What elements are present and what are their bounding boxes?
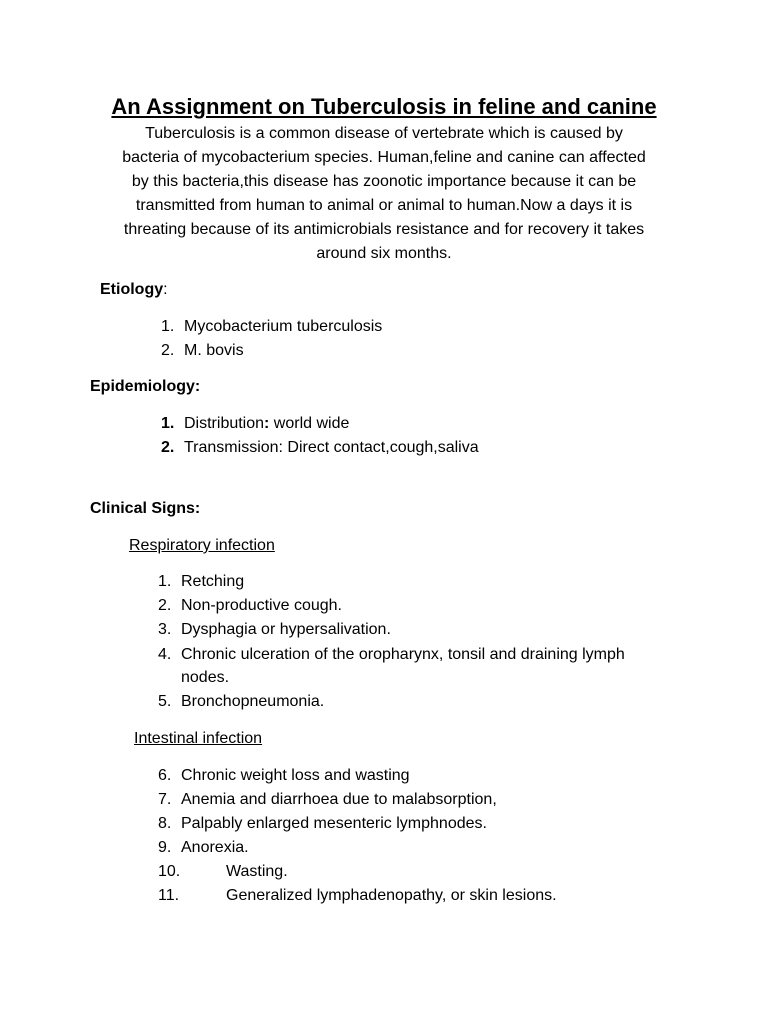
list-number: 3. [158,621,172,638]
list-text [184,413,349,435]
list-item [158,837,738,859]
list-number: 2. [161,439,175,456]
list-number: 1. [161,318,175,335]
intro-line: threating because of its antimicrobials resistance and for recovery it takes [123,221,645,238]
intestinal-infection-subheading: Intestinal infection [134,730,263,747]
intro-line: transmitted from human to animal or animal to human.Now a days it is [135,197,633,214]
list-item [158,789,738,811]
list-text: Retching [181,573,245,590]
list-text: Palpably enlarged mesenteric lymphnodes. [181,815,487,832]
list-number: 1. [161,415,175,432]
list-item [158,765,738,787]
list-item [161,316,721,338]
intro-line: Tuberculosis is a common disease of vertebrate which is caused by [145,125,623,142]
distribution-value: world wide [269,415,350,432]
list-text: Mycobacterium tuberculosis [184,318,383,335]
list-text: Transmission: Direct contact,cough,saliva [184,439,479,456]
list-item [158,813,738,835]
respiratory-infection-subheading: Respiratory infection [129,537,275,554]
list-item [158,595,738,617]
intro-paragraph [0,122,768,266]
etiology-colon: : [163,281,168,298]
etiology-heading [100,279,168,301]
distribution-colon: : [264,415,270,432]
intro-line: bacteria of mycobacterium species. Human,feline and canine can affected [122,149,646,166]
list-item [158,644,738,690]
list-text: Bronchopneumonia. [181,693,325,710]
list-item [161,413,721,435]
list-item [158,691,738,713]
list-number: 11. [158,887,180,904]
list-text: Non-productive cough. [181,597,342,614]
list-item [161,437,721,459]
list-item [161,340,721,362]
list-number: 4. [158,646,172,663]
list-number: 1. [158,573,172,590]
intro-line: by this bacteria,this disease has zoonotic importance because it can be [131,173,637,190]
list-number: 2. [161,342,175,359]
list-item [158,861,738,883]
etiology-heading-text: Etiology [100,281,164,298]
list-number: 5. [158,693,172,710]
list-number: 8. [158,815,172,832]
list-text: Generalized lymphadenopathy, or skin lesions. [226,887,557,904]
distribution-label: Distribution [184,415,265,432]
list-number: 6. [158,767,172,784]
list-text-continuation: nodes. [181,669,230,686]
list-text: Anemia and diarrhoea due to malabsorption, [181,791,497,808]
list-number: 2. [158,597,172,614]
list-text: Wasting. [226,863,288,880]
list-number: 7. [158,791,172,808]
list-text: Anorexia. [181,839,249,856]
list-text: Chronic ulceration of the oropharynx, tonsil and draining lymph [181,646,625,663]
list-number: 9. [158,839,172,856]
list-text: M. bovis [184,342,244,359]
list-text: Dysphagia or hypersalivation. [181,621,391,638]
list-item [158,885,738,907]
list-item [158,619,738,641]
clinical-signs-heading: Clinical Signs: [90,500,201,517]
list-item [158,571,738,593]
page-title: An Assignment on Tuberculosis in feline and canine [111,94,657,119]
epidemiology-heading: Epidemiology: [90,378,201,395]
intro-line: around six months. [316,245,452,262]
list-number: 10. [158,863,181,880]
list-text: Chronic weight loss and wasting [181,767,410,784]
